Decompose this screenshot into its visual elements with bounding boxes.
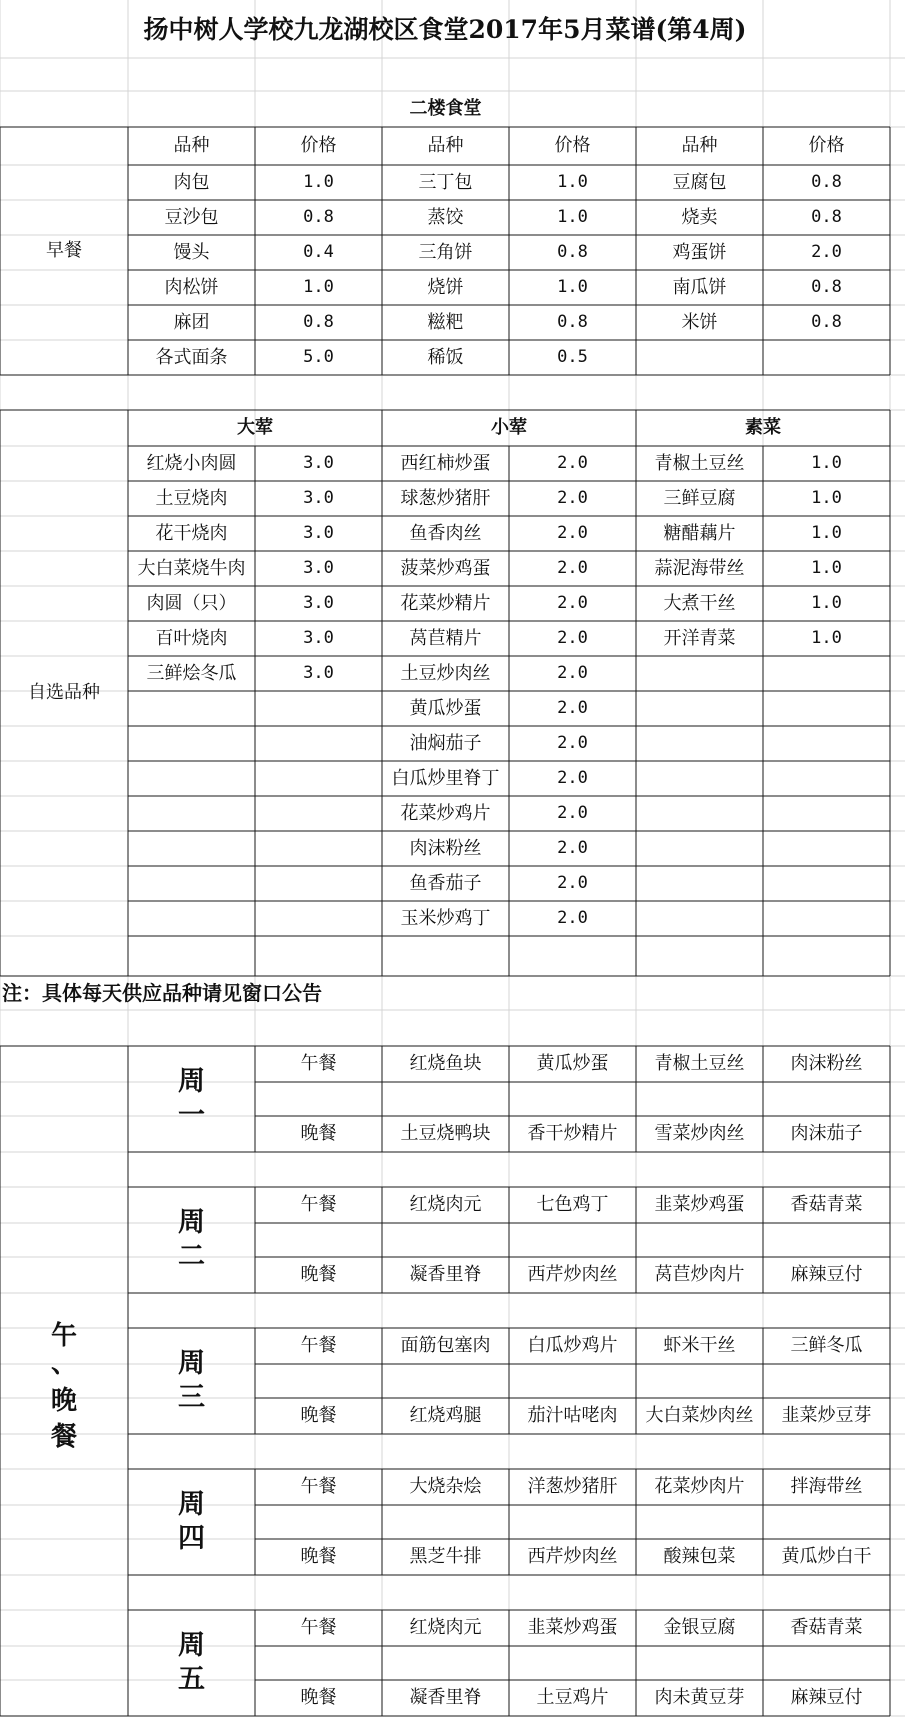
optional-item: 糖醋藕片 — [663, 522, 736, 544]
optional-price — [255, 936, 382, 976]
lunch-dish: 面筋包塞肉 — [400, 1335, 491, 1356]
optional-price: 2.0 — [557, 663, 588, 683]
optional-item: 三鲜豆腐 — [663, 487, 736, 509]
day-label-part: 周 — [178, 1489, 205, 1521]
optional-item — [128, 691, 255, 726]
optional-price: 1.0 — [811, 628, 842, 648]
lunch-label: 午餐 — [300, 1335, 337, 1356]
breakfast-price: 1.0 — [303, 172, 334, 192]
day-label — [128, 1328, 255, 1434]
optional-price — [255, 866, 382, 901]
dinner-dish: 韭菜炒豆芽 — [781, 1405, 872, 1426]
dinner-label: 晚餐 — [300, 1687, 337, 1708]
optional-item: 鱼香肉丝 — [409, 522, 482, 544]
lunch-label: 午餐 — [300, 1476, 337, 1497]
breakfast-price: 0.8 — [811, 277, 842, 297]
dinner-dish: 麻辣豆付 — [790, 1264, 863, 1285]
breakfast-item: 稀饭 — [427, 346, 464, 368]
dinner-dish: 肉沫茄子 — [790, 1123, 863, 1144]
optional-item — [128, 866, 255, 901]
breakfast-item: 豆腐包 — [672, 171, 727, 193]
dinner-dish: 香干炒精片 — [527, 1123, 618, 1144]
breakfast-price: 1.0 — [557, 277, 588, 297]
optional-item: 土豆炒肉丝 — [400, 662, 491, 684]
lunch-dish: 大烧杂烩 — [409, 1476, 482, 1497]
optional-label: 自选品种 — [28, 682, 100, 703]
optional-item: 百叶烧肉 — [155, 627, 228, 649]
optional-item — [128, 831, 255, 866]
day-label-part: 周 — [178, 1066, 205, 1098]
day-label-part: 三 — [178, 1382, 205, 1413]
optional-price — [255, 831, 382, 866]
optional-price: 3.0 — [303, 628, 334, 648]
dinner-dish: 西芹炒肉丝 — [527, 1264, 618, 1285]
lunch-dish: 肉沫粉丝 — [790, 1053, 863, 1074]
dinner-label: 晚餐 — [300, 1123, 337, 1144]
optional-price — [255, 901, 382, 936]
lunch-dish: 韭菜炒鸡蛋 — [654, 1194, 745, 1215]
optional-price: 2.0 — [557, 838, 588, 858]
breakfast-price: 0.8 — [557, 312, 588, 332]
optional-item — [636, 901, 763, 936]
optional-item: 肉圆（只） — [146, 592, 237, 614]
optional-item — [128, 761, 255, 796]
optional-price: 3.0 — [303, 593, 334, 613]
day-label — [128, 1187, 255, 1293]
breakfast-item: 蒸饺 — [427, 206, 464, 228]
meals-label-top: 午 — [50, 1321, 77, 1351]
day-label — [128, 1610, 255, 1716]
breakfast-price: 0.8 — [811, 172, 842, 192]
optional-price: 1.0 — [811, 523, 842, 543]
optional-price: 2.0 — [557, 698, 588, 718]
lunch-dish: 红烧鱼块 — [409, 1053, 482, 1074]
dinner-dish: 莴苣炒肉片 — [654, 1264, 745, 1285]
dinner-label: 晚餐 — [300, 1546, 337, 1567]
breakfast-header: 品种 — [681, 135, 718, 156]
meals-label-bottom: 餐 — [50, 1422, 77, 1452]
optional-item: 红烧小肉圆 — [146, 452, 237, 474]
lunch-dish: 金银豆腐 — [663, 1617, 736, 1638]
optional-item — [128, 936, 255, 976]
lunch-dish: 三鲜冬瓜 — [790, 1335, 863, 1356]
breakfast-price: 1.0 — [557, 172, 588, 192]
optional-item: 肉沫粉丝 — [409, 837, 482, 859]
breakfast-header: 价格 — [300, 135, 337, 156]
optional-item: 莴苣精片 — [409, 627, 482, 649]
optional-item — [636, 726, 763, 761]
optional-price: 3.0 — [303, 558, 334, 578]
optional-price: 2.0 — [557, 733, 588, 753]
optional-price — [509, 936, 636, 976]
dinner-dish: 红烧鸡腿 — [409, 1405, 482, 1426]
optional-item: 球葱炒猪肝 — [400, 487, 491, 509]
optional-price: 2.0 — [557, 908, 588, 928]
dinner-dish: 凝香里脊 — [409, 1687, 482, 1708]
dinner-dish: 黄瓜炒白干 — [781, 1546, 872, 1567]
day-label-part: 四 — [178, 1523, 205, 1554]
optional-price: 3.0 — [303, 453, 334, 473]
lunch-label: 午餐 — [300, 1194, 337, 1215]
breakfast-item: 三角饼 — [418, 241, 473, 263]
breakfast-price: 2.0 — [811, 242, 842, 262]
breakfast-header: 品种 — [427, 135, 464, 156]
breakfast-price: 0.8 — [303, 207, 334, 227]
meals-label-bottom: 晚 — [50, 1386, 77, 1416]
optional-item — [128, 796, 255, 831]
lunch-dish: 黄瓜炒蛋 — [536, 1053, 609, 1074]
optional-item: 花干烧肉 — [155, 522, 228, 544]
notice-text: 注：具体每天供应品种请见窗口公告 — [2, 981, 322, 1005]
optional-price: 1.0 — [811, 593, 842, 613]
optional-item: 花菜炒鸡片 — [400, 802, 491, 824]
optional-item: 花菜炒精片 — [400, 592, 491, 614]
optional-price — [255, 726, 382, 761]
optional-item: 白瓜炒里脊丁 — [391, 767, 500, 789]
breakfast-label: 早餐 — [46, 240, 82, 261]
optional-item: 三鲜烩冬瓜 — [146, 662, 237, 684]
breakfast-item: 麻团 — [173, 311, 210, 333]
optional-price: 1.0 — [811, 558, 842, 578]
optional-price — [255, 691, 382, 726]
dinner-dish: 肉未黄豆芽 — [654, 1687, 745, 1708]
dinner-dish: 土豆烧鸭块 — [400, 1123, 491, 1144]
breakfast-price: 1.0 — [303, 277, 334, 297]
breakfast-item: 馒头 — [173, 241, 210, 263]
breakfast-item: 南瓜饼 — [672, 276, 727, 298]
optional-item — [128, 726, 255, 761]
optional-price: 1.0 — [811, 453, 842, 473]
lunch-label: 午餐 — [300, 1617, 337, 1638]
optional-price: 1.0 — [811, 488, 842, 508]
day-label-part: 五 — [178, 1664, 205, 1695]
meals-label-mark: 、 — [50, 1349, 77, 1379]
lunch-dish: 红烧肉元 — [409, 1617, 482, 1638]
breakfast-price: 0.5 — [557, 347, 588, 367]
breakfast-price: 0.8 — [811, 312, 842, 332]
optional-price: 2.0 — [557, 873, 588, 893]
breakfast-item: 豆沙包 — [164, 206, 219, 228]
optional-item: 大煮干丝 — [663, 592, 736, 614]
optional-price: 2.0 — [557, 523, 588, 543]
dinner-dish: 大白菜炒肉丝 — [645, 1405, 754, 1426]
lunch-dish: 韭菜炒鸡蛋 — [527, 1617, 618, 1638]
day-label-part: 二 — [178, 1241, 205, 1272]
optional-item: 西红柿炒蛋 — [400, 452, 491, 474]
optional-price — [763, 936, 890, 976]
day-label-part: 一 — [178, 1100, 205, 1131]
breakfast-item: 三丁包 — [418, 171, 473, 193]
breakfast-item: 各式面条 — [155, 346, 228, 368]
dinner-dish: 茄汁咕咾肉 — [527, 1405, 618, 1426]
lunch-dish: 香菇青菜 — [790, 1617, 863, 1638]
breakfast-item: 鸡蛋饼 — [672, 241, 727, 263]
optional-item — [636, 796, 763, 831]
dinner-dish: 黑芝牛排 — [409, 1546, 482, 1567]
optional-price — [763, 726, 890, 761]
optional-price: 2.0 — [557, 488, 588, 508]
breakfast-price: 0.8 — [811, 207, 842, 227]
day-label-part: 周 — [178, 1348, 205, 1380]
optional-item — [128, 901, 255, 936]
breakfast-item: 米饼 — [681, 311, 718, 333]
optional-item: 开洋青菜 — [663, 627, 736, 649]
day-label-part: 周 — [178, 1630, 205, 1662]
optional-price: 3.0 — [303, 663, 334, 683]
breakfast-price — [763, 340, 890, 375]
optional-item: 土豆烧肉 — [155, 487, 228, 509]
optional-price: 2.0 — [557, 558, 588, 578]
breakfast-price: 0.4 — [303, 242, 334, 262]
optional-price: 2.0 — [557, 803, 588, 823]
breakfast-item: 糍粑 — [427, 311, 464, 333]
day-label-part: 周 — [178, 1207, 205, 1239]
optional-item: 青椒土豆丝 — [654, 452, 745, 474]
dinner-dish: 酸辣包菜 — [663, 1546, 736, 1567]
day-label — [128, 1469, 255, 1575]
optional-item — [636, 831, 763, 866]
optional-price — [255, 761, 382, 796]
optional-item: 油焖茄子 — [409, 732, 482, 754]
optional-item — [636, 761, 763, 796]
section-title: 二楼食堂 — [409, 98, 482, 119]
breakfast-price: 1.0 — [557, 207, 588, 227]
breakfast-item: 肉包 — [173, 171, 210, 193]
optional-item — [636, 691, 763, 726]
dinner-dish: 凝香里脊 — [409, 1264, 482, 1285]
optional-item: 蒜泥海带丝 — [654, 557, 745, 579]
optional-price — [763, 901, 890, 936]
lunch-dish: 洋葱炒猪肝 — [527, 1476, 618, 1497]
optional-header: 素菜 — [745, 417, 781, 438]
dinner-dish: 西芹炒肉丝 — [527, 1546, 618, 1567]
dinner-dish: 土豆鸡片 — [536, 1687, 609, 1708]
optional-item: 黄瓜炒蛋 — [409, 697, 482, 719]
optional-item: 鱼香茄子 — [409, 872, 482, 894]
lunch-dish: 花菜炒肉片 — [654, 1476, 745, 1497]
optional-price — [763, 796, 890, 831]
breakfast-price: 0.8 — [557, 242, 588, 262]
optional-header: 小荤 — [491, 417, 527, 438]
optional-price — [763, 866, 890, 901]
optional-price: 2.0 — [557, 453, 588, 473]
lunch-dish: 青椒土豆丝 — [654, 1053, 745, 1074]
optional-item: 大白菜烧牛肉 — [137, 557, 246, 579]
optional-header: 大荤 — [237, 417, 273, 438]
page-title: 扬中树人学校九龙湖校区食堂2017年5月菜谱(第4周) — [143, 14, 747, 44]
lunch-dish: 七色鸡丁 — [536, 1194, 609, 1215]
breakfast-item — [636, 340, 763, 375]
optional-item — [636, 656, 763, 691]
optional-item — [636, 866, 763, 901]
optional-price — [763, 656, 890, 691]
lunch-dish: 香菇青菜 — [790, 1194, 863, 1215]
optional-price — [763, 831, 890, 866]
optional-price: 2.0 — [557, 593, 588, 613]
breakfast-price: 0.8 — [303, 312, 334, 332]
lunch-dish: 拌海带丝 — [790, 1476, 863, 1497]
optional-price — [255, 796, 382, 831]
breakfast-item: 肉松饼 — [164, 276, 219, 298]
optional-price: 2.0 — [557, 628, 588, 648]
optional-price — [763, 691, 890, 726]
breakfast-price: 5.0 — [303, 347, 334, 367]
breakfast-header: 品种 — [173, 135, 210, 156]
dinner-label: 晚餐 — [300, 1264, 337, 1285]
optional-item: 玉米炒鸡丁 — [400, 907, 491, 929]
dinner-dish: 雪菜炒肉丝 — [654, 1123, 745, 1144]
breakfast-item: 烧饼 — [427, 276, 464, 298]
optional-price: 3.0 — [303, 523, 334, 543]
breakfast-header: 价格 — [554, 135, 591, 156]
lunch-dish: 白瓜炒鸡片 — [527, 1335, 618, 1356]
lunch-dish: 虾米干丝 — [663, 1335, 736, 1356]
lunch-dish: 红烧肉元 — [409, 1194, 482, 1215]
breakfast-header: 价格 — [808, 135, 845, 156]
optional-price — [763, 761, 890, 796]
optional-item — [382, 936, 509, 976]
dinner-label: 晚餐 — [300, 1405, 337, 1426]
dinner-dish: 麻辣豆付 — [790, 1687, 863, 1708]
lunch-label: 午餐 — [300, 1053, 337, 1074]
optional-price: 3.0 — [303, 488, 334, 508]
optional-item: 菠菜炒鸡蛋 — [400, 557, 491, 579]
optional-price: 2.0 — [557, 768, 588, 788]
breakfast-item: 烧卖 — [681, 206, 718, 228]
day-label — [128, 1046, 255, 1152]
optional-item — [636, 936, 763, 976]
